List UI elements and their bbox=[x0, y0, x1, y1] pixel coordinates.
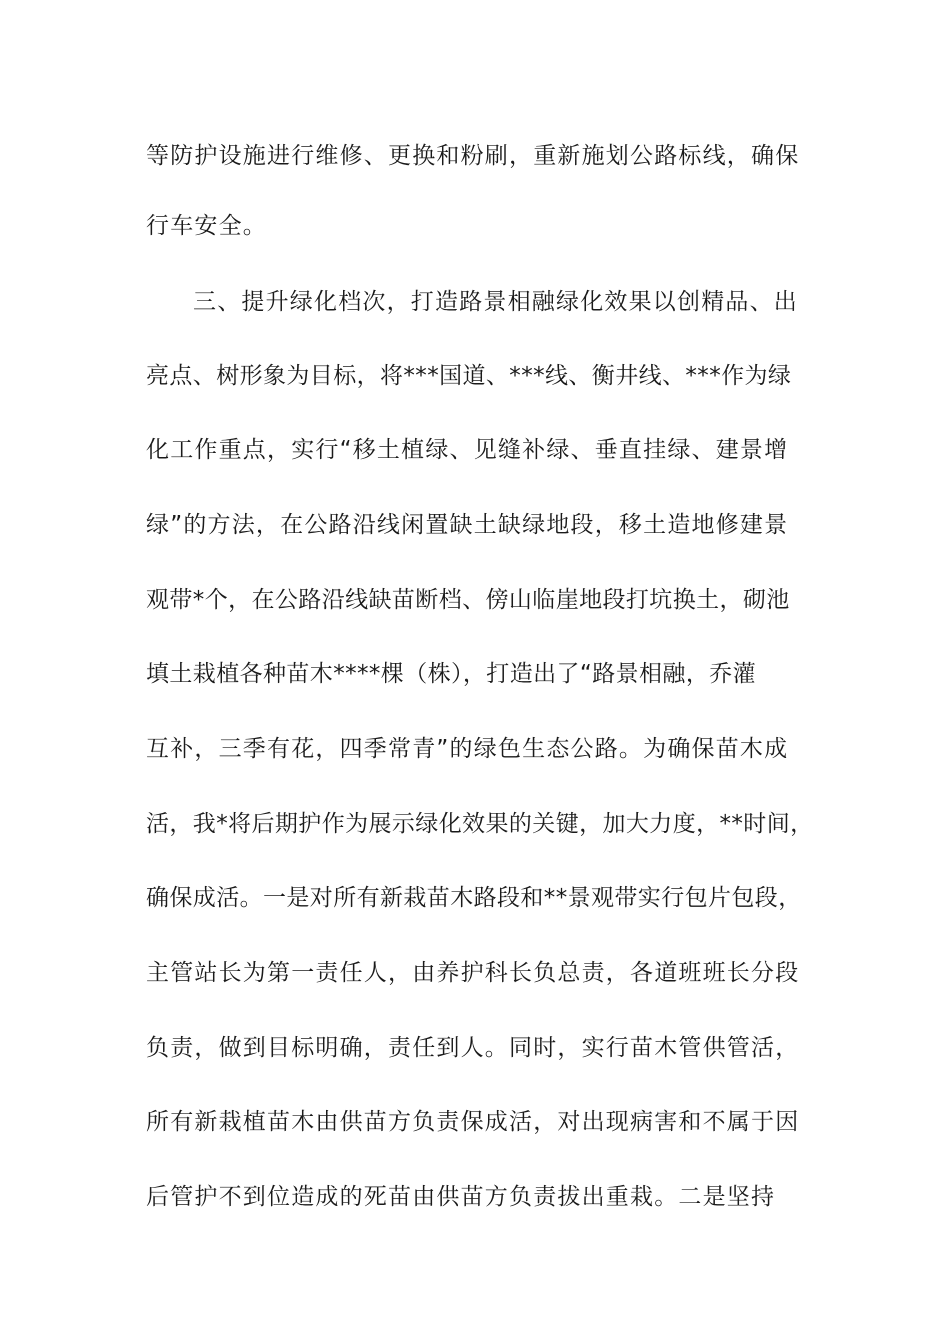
text-line-9: 互补，三季有花，四季常青”的绿色生态公路。为确保苗木成 bbox=[146, 736, 789, 762]
text-line-5: 化工作重点，实行“移土植绿、见缝补绿、垂直挂绿、建景增 bbox=[146, 437, 789, 463]
section-heading-line: 三、提升绿化档次，打造路景相融绿化效果以创精品、出 bbox=[193, 289, 798, 315]
text-line-13: 负责，做到目标明确，责任到人。同时，实行苗木管供管活， bbox=[146, 1035, 800, 1061]
text-line-1: 等防护设施进行维修、更换和粉刷，重新施划公路标线，确保 bbox=[146, 143, 800, 169]
text-line-6: 绿”的方法，在公路沿线闲置缺土缺绿地段，移土造地修建景 bbox=[146, 512, 789, 538]
text-line-8: 填土栽植各种苗木****棵（株），打造出了“路景相融，乔灌 bbox=[146, 661, 757, 687]
text-line-2: 行车安全。 bbox=[146, 213, 267, 239]
text-line-14: 所有新栽植苗木由供苗方负责保成活，对出现病害和不属于因 bbox=[146, 1109, 800, 1135]
text-line-10: 活，我*将后期护作为展示绿化效果的关键，加大力度，**时间， bbox=[146, 811, 814, 837]
text-line-15: 后管护不到位造成的死苗由供苗方负责拔出重栽。二是坚持 bbox=[146, 1184, 776, 1210]
text-line-11: 确保成活。一是对所有新栽苗木路段和**景观带实行包片包段， bbox=[146, 885, 802, 911]
text-line-7: 观带*个，在公路沿线缺苗断档、傍山临崖地段打坑换土，砌池 bbox=[146, 587, 790, 613]
text-line-12: 主管站长为第一责任人，由养护科长负总责，各道班班长分段 bbox=[146, 960, 800, 986]
text-line-4: 亮点、树形象为目标，将***国道、***线、衡井线、***作为绿 bbox=[146, 363, 792, 389]
